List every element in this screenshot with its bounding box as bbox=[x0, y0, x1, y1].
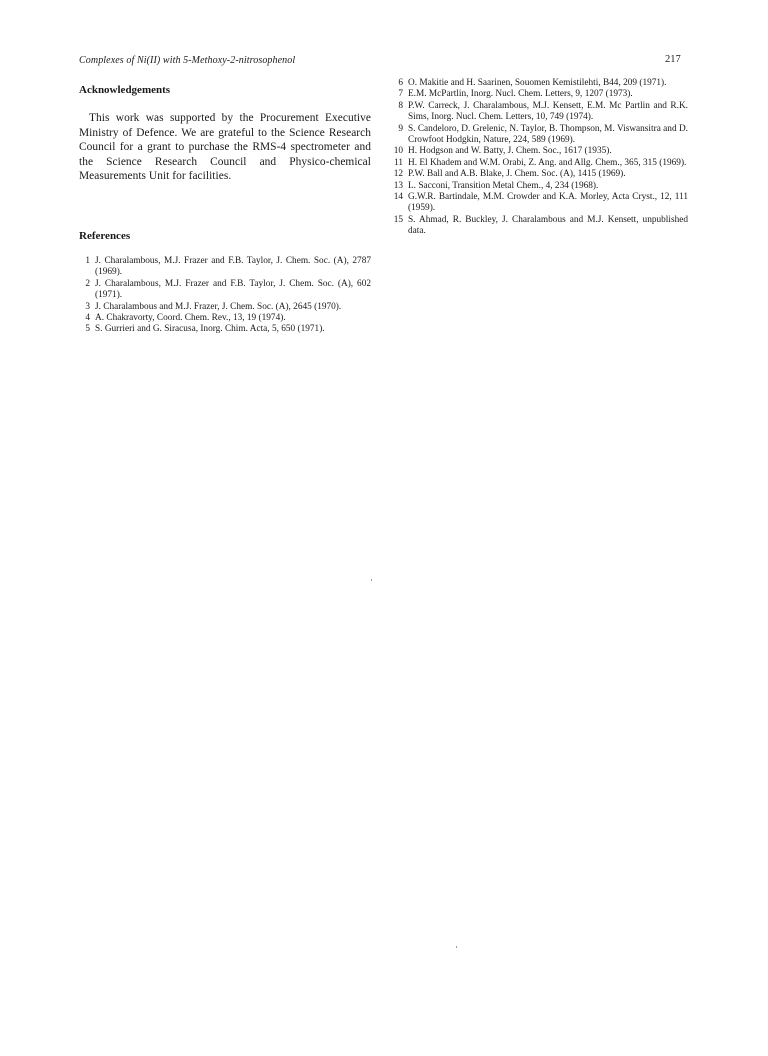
reference-number: 12 bbox=[393, 169, 403, 180]
reference-text: J. Charalambous, M.J. Frazer and F.B. Taylor, J. Chem. Soc. (A), 602 (1971). bbox=[95, 278, 371, 301]
reference-number: 7 bbox=[398, 89, 403, 100]
reference-item bbox=[390, 89, 688, 100]
reference-text: S. Ahmad, R. Buckley, J. Charalambous and M.J. Kensett, unpublished data. bbox=[408, 214, 688, 237]
reference-item bbox=[390, 101, 688, 124]
reference-number: 3 bbox=[85, 301, 90, 312]
reference-item bbox=[390, 215, 688, 238]
reference-number: 2 bbox=[85, 278, 90, 289]
reference-number: 5 bbox=[85, 324, 90, 335]
reference-text: P.W. Ball and A.B. Blake, J. Chem. Soc. (A), 1415 (1969). bbox=[408, 169, 626, 180]
reference-number: 15 bbox=[393, 214, 403, 225]
reference-number: 6 bbox=[398, 78, 403, 88]
reference-number: 4 bbox=[85, 313, 90, 323]
reference-text: S. Gurrieri and G. Siracusa, Inorg. Chim. Acta, 5, 650 (1971). bbox=[95, 324, 325, 335]
right-column bbox=[390, 78, 688, 238]
references-list-right bbox=[390, 78, 688, 238]
page-number: 217 bbox=[665, 54, 681, 65]
reference-number: 10 bbox=[393, 146, 403, 157]
scan-speck bbox=[371, 579, 372, 581]
reference-item bbox=[79, 313, 371, 324]
reference-item bbox=[390, 181, 688, 192]
references-list-left bbox=[79, 256, 371, 336]
reference-number: 9 bbox=[398, 123, 403, 134]
left-column bbox=[79, 84, 371, 336]
reference-text: A. Chakravorty, Coord. Chem. Rev., 13, 19 (1974). bbox=[95, 313, 286, 323]
reference-number: 1 bbox=[85, 255, 90, 266]
scan-speck bbox=[456, 946, 457, 948]
reference-item bbox=[79, 324, 371, 335]
reference-number: 14 bbox=[393, 192, 403, 203]
reference-number: 13 bbox=[393, 180, 403, 191]
reference-text: H. El Khadem and W.M. Orabi, Z. Ang. and Allg. Chem., 365, 315 (1969). bbox=[408, 157, 687, 168]
reference-item bbox=[79, 256, 371, 279]
reference-item bbox=[390, 146, 688, 157]
running-title: Complexes of Ni(II) with 5-Methoxy-2-nitrosophenol bbox=[79, 55, 296, 66]
acknowledgements-text: This work was supported by the Procurement Executive Ministry of Defence. We are grateful to the Science Research Council for a grant to purchase the RMS-4 spectrometer and the Science Research Council and Physico-chemical Measurements Unit for facilities. bbox=[79, 112, 371, 183]
reference-item bbox=[390, 192, 688, 215]
reference-text: S. Candeloro, D. Grelenic, N. Taylor, B. Thompson, M. Viswansitra and D. Crowfoot Hodgkin, Nature, 224, 589 (1969). bbox=[408, 123, 688, 146]
reference-text: J. Charalambous and M.J. Frazer, J. Chem. Soc. (A), 2645 (1970). bbox=[95, 301, 342, 312]
reference-item bbox=[390, 78, 688, 89]
reference-text: J. Charalambous, M.J. Frazer and F.B. Taylor, J. Chem. Soc. (A), 2787 (1969). bbox=[95, 255, 371, 278]
reference-number: 8 bbox=[398, 100, 403, 111]
reference-text: G.W.R. Bartindale, M.M. Crowder and K.A. Morley, Acta Cryst., 12, 111 (1959). bbox=[408, 192, 688, 214]
references-heading: References bbox=[79, 229, 131, 242]
reference-text: E.M. McPartlin, Inorg. Nucl. Chem. Letters, 9, 1207 (1973). bbox=[408, 89, 633, 100]
reference-text: P.W. Carreck, J. Charalambous, M.J. Kensett, E.M. Mc Partlin and R.K. Sims, Inorg. Nucl. Chem. Letters, 10, 749 (1974). bbox=[408, 100, 688, 123]
reference-text: H. Hodgson and W. Batty, J. Chem. Soc., 1617 (1935). bbox=[408, 146, 612, 157]
reference-number: 11 bbox=[394, 157, 403, 168]
reference-text: O. Makitie and H. Saarinen, Souomen Kemistilehti, B44, 209 (1971). bbox=[408, 78, 667, 88]
reference-text: L. Sacconi, Transition Metal Chem., 4, 234 (1968). bbox=[408, 180, 599, 191]
reference-item bbox=[390, 169, 688, 180]
reference-item bbox=[390, 158, 688, 169]
acknowledgements-heading: Acknowledgements bbox=[79, 84, 171, 96]
reference-item bbox=[390, 124, 688, 147]
reference-item bbox=[79, 279, 371, 302]
reference-item bbox=[79, 302, 371, 313]
